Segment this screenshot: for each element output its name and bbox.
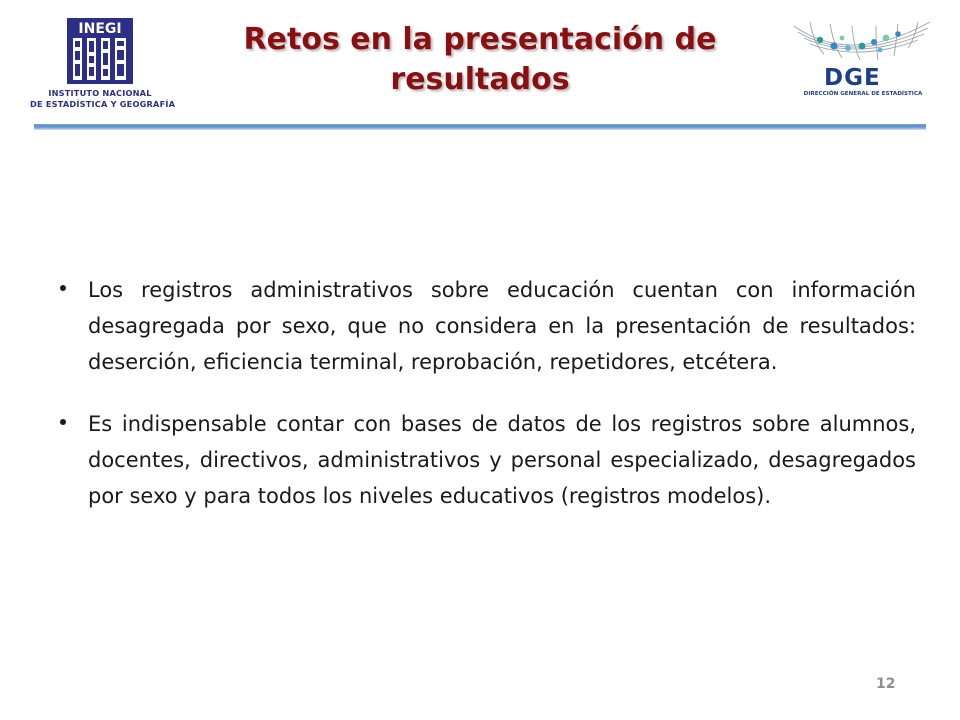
bullet-item bbox=[60, 272, 916, 380]
bullet-icon bbox=[60, 285, 66, 291]
bullet-text: Es indispensable contar con bases de datos de los registros sobre alumnos, docentes, directivos, administrativos y personal especializado, desagregados por sexo y para todos los niveles educativos (registros modelos). bbox=[88, 412, 916, 508]
bullet-icon bbox=[60, 419, 66, 425]
header-divider bbox=[34, 124, 926, 130]
bullet-list bbox=[60, 272, 916, 540]
globe-swoosh-icon bbox=[790, 18, 935, 66]
inegi-caption-line2: DE ESTADÍSTICA Y GEOGRAFÍA bbox=[30, 99, 176, 109]
dge-caption: DIRECCIÓN GENERAL DE ESTADÍSTICA bbox=[803, 91, 923, 97]
inegi-caption-line1: INSTITUTO NACIONAL bbox=[48, 88, 152, 98]
slide-title: Retos en la presentación de resultados bbox=[243, 22, 717, 97]
svg-text:INEGI: INEGI bbox=[78, 21, 122, 37]
dge-logo bbox=[790, 18, 935, 103]
inegi-logo bbox=[30, 14, 176, 109]
bullet-item bbox=[60, 406, 916, 514]
dge-acronym: DGE bbox=[824, 65, 881, 91]
inegi-logo-mark bbox=[67, 18, 133, 84]
bullet-text: Los registros administrativos sobre educación cuentan con información desagregada por sexo, que no considera en la presentación de resultados: deserción, eficiencia terminal, reprobación, repetidores, etcétera. bbox=[88, 278, 916, 374]
page-number: 12 bbox=[876, 676, 896, 692]
